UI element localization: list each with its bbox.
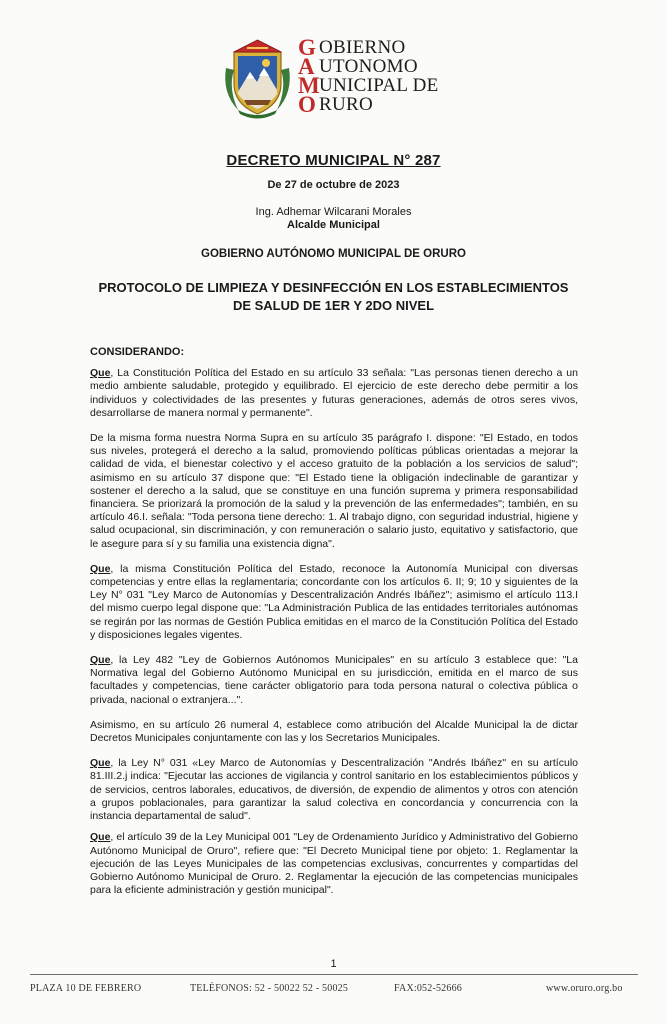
page-number: 1 [330, 958, 337, 970]
paragraph-text: , la Ley N° 031 «Ley Marco de Autonomías y Descentralización "Andrés Ibáñez" en su artículo 81.III.2.j indica: "Ejecutar las acciones de vigilancia y control sanitario en los establecimientos públicos y de servicios, centros laborales, educativos, de diversión, de expendio de alimentos y otros con atención a grupos poblacionales, para garantizar la salud colectiva en concordancia y concurrencia con la instancia departamental de salud". [90, 757, 578, 823]
decree-date: De 27 de octubre de 2023 [267, 179, 400, 191]
paragraph-lead: Que [90, 831, 111, 844]
brand-initial: G [298, 35, 316, 60]
paragraph-2 [90, 432, 578, 551]
protocol-title-line-2: DE SALUD DE 1ER Y 2DO NIVEL [232, 298, 435, 313]
decree-header [0, 152, 667, 315]
brand-initial: O [298, 92, 316, 117]
brand-word: RURO [319, 94, 373, 115]
paragraph-text: De la misma forma nuestra Norma Supra en su artículo 35 parágrafo I. dispone: "El Estado, en todos sus niveles, protegerá el derecho a la salud, promoviendo políticas públicas orientadas a mejorar la calidad de vida, el bienestar colectivo y el acceso gratuito de la población a los servicios de salud"; asimismo en su artículo 37 dispone que: "El Estado tiene la obligación indeclinable de garantizar y sostener el derecho a la salud, que se constituye en una función suprema y primera responsabilidad financiera. Se priorizará la promoción de la salud y la prevención de las enfermedades"; también, en su artículo 46.I. señala: "Toda persona tiene derecho: 1. Al trabajo digno, con seguridad industrial, higiene y salud ocupacional, sin discriminación, y con remuneración o salario justo, equitativo y satisfactorio, que le asegure para sí y su familia una existencia digna". [90, 432, 578, 550]
brand-initial: A [298, 54, 315, 79]
brand-word: UTONOMO [319, 56, 418, 77]
footer-phones: TELÉFONOS: 52 - 50022 52 - 50025 [190, 983, 349, 994]
decree-body [90, 346, 578, 909]
footer-website: www.oruro.org.bo [546, 983, 623, 994]
paragraph-text: , la Ley 482 "Ley de Gobiernos Autónomos Municipales" en su artículo 3 establece que: "La Normativa legal del Gobierno Autónomo Municipal en su jurisdicción, emitida en el marco de sus facultades y competencias, tiene carácter obligatorio para toda persona natural o colectiva pública o privada, nacional o extranjera...". [90, 654, 578, 706]
footer-divider [30, 974, 638, 975]
brand-word: UNICIPAL DE [319, 75, 439, 96]
paragraph-text: , la misma Constitución Política del Estado, reconoce la Autonomía Municipal con diversas competencias y entre ellas la reglamentaria; concordante con los artículos 6. II; 9; 10 y siguientes de la Ley N° 031 "Ley Marco de Autonomías y Descentralización Andrés Ibáñez"; asimismo el artículo 113.I del mismo cuerpo legal dispone que: "La Administración Publica de las entidades territoriales autónomas se regirán por las normas de Gestión Publica emitidas en el marco de la Constitución Política del Estado y disposiciones legales vigentes. [90, 562, 578, 641]
paragraph-lead: Que [90, 757, 111, 770]
brand-word: OBIERNO [319, 37, 406, 58]
paragraph-lead: Que [90, 654, 111, 667]
brand-wordmark [298, 35, 439, 117]
brand-line-4 [298, 92, 439, 117]
mayor-name: Ing. Adhemar Wilcarani Morales [255, 206, 412, 218]
paragraph-4 [90, 654, 578, 707]
paragraph-3 [90, 563, 578, 642]
paragraph-1 [90, 367, 578, 420]
considerando-heading: CONSIDERANDO: [90, 346, 185, 358]
decree-title: DECRETO MUNICIPAL N° 287 [226, 152, 441, 169]
paragraph-text: , La Constitución Política del Estado en su artículo 33 señala: "Las personas tienen derecho a un medio ambiente saludable, protegido y equilibrado. El ejercicio de este derecho debe permitir a los individuos y colectividades de las presentes y futuras generaciones, además de otros seres vivos, desarrollarse de manera normal y permanente". [90, 367, 578, 419]
mayor-title: Alcalde Municipal [287, 219, 380, 231]
paragraph-5 [90, 719, 578, 745]
brand-initial: M [298, 73, 320, 98]
brand-line-1 [298, 35, 439, 60]
brand-line-3 [298, 73, 439, 98]
footer-address: PLAZA 10 DE FEBRERO [30, 983, 142, 994]
footer-fax: FAX:052-52666 [394, 983, 462, 994]
paragraph-text: , el artículo 39 de la Ley Municipal 001 "Ley de Ordenamiento Jurídico y Administrativo del Gobierno Autónomo Municipal de Oruro", refiere que: "El Decreto Municipal tiene por objeto: 1. Reglamentar la ejecución de las Leyes Municipales de las competencias exclusivas, concurrentes y compartidas del Gobierno Autónomo Municipal de Oruro. 2. Reglamentar la ejecución de las competencias municipales para la eficiente administración y gestión municipal". [90, 831, 578, 897]
paragraph-7 [90, 831, 578, 897]
paragraph-lead: Que [90, 367, 111, 380]
government-name: GOBIERNO AUTÓNOMO MUNICIPAL DE ORURO [201, 248, 466, 260]
paragraph-6 [90, 757, 578, 823]
protocol-title-line-1: PROTOCOLO DE LIMPIEZA Y DESINFECCIÓN EN LOS ESTABLECIMIENTOS [98, 280, 569, 295]
protocol-title [0, 279, 667, 315]
paragraph-lead: Que [90, 562, 111, 575]
municipal-coat-of-arms-logo [220, 38, 295, 120]
paragraph-text: Asimismo, en su artículo 26 numeral 4, establece como atribución del Alcalde Municipal la de dictar Decretos Municipales conjuntamente con las y los Secretarios Municipales. [90, 718, 578, 745]
